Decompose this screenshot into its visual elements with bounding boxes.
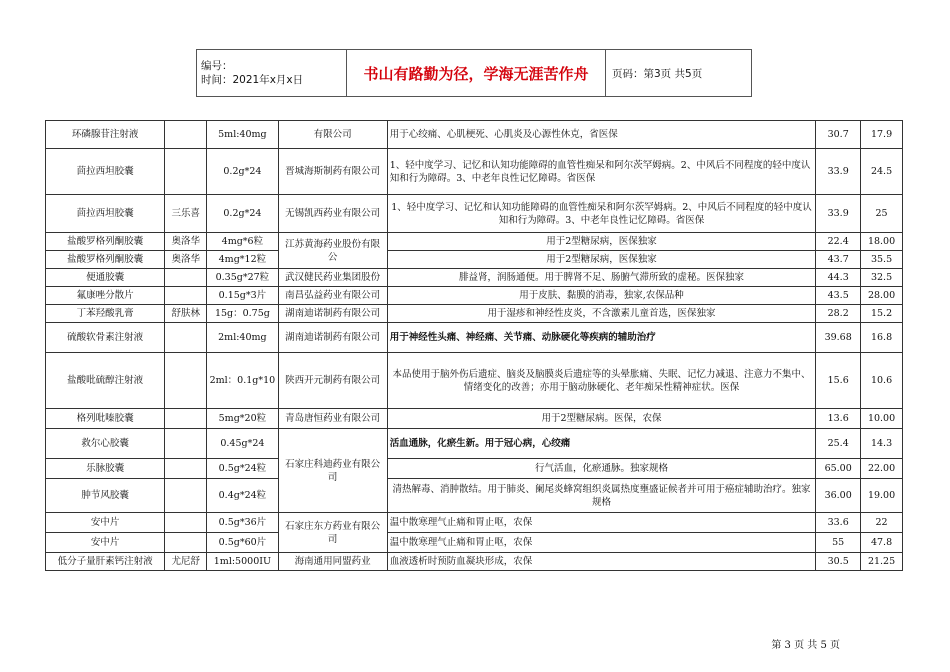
manufacturer: 陕西开元制药有限公司 [278, 353, 387, 409]
indication: 温中散寒理气止痛和胃止呕，农保 [387, 513, 815, 533]
indication: 用于神经性头痛、神经痛、关节痛、动脉硬化等疾病的辅助治疗 [387, 323, 815, 353]
drug-table [45, 120, 903, 571]
drug-name: 环磷腺苷注射液 [46, 121, 165, 149]
indication: 用于2型糖尿病，医保独家 [387, 251, 815, 269]
drug-name: 盐酸吡硫醇注射液 [46, 353, 165, 409]
specification: 4mg*12粒 [207, 251, 278, 269]
table-row [46, 269, 903, 287]
price-2: 10.6 [861, 353, 903, 409]
indication: 用于皮肤、黏膜的消毒，独家,农保品种 [387, 287, 815, 305]
brand-name [165, 459, 207, 479]
indication: 用于2型糖尿病。医保，农保 [387, 409, 815, 429]
motto: 书山有路勤为径，学海无涯苦作舟 [347, 50, 606, 97]
price-1: 43.7 [816, 251, 861, 269]
price-2: 24.5 [861, 149, 903, 195]
price-2: 28.00 [861, 287, 903, 305]
specification: 0.15g*3片 [207, 287, 278, 305]
indication: 1、轻中度学习、记忆和认知功能障碍的血管性痴呆和阿尔茨罕姆病。2、中风后不同程度的轻中度认知和行为障碍。3、中老年良性记忆障碍。省医保 [387, 149, 815, 195]
drug-name: 硫酸软骨素注射液 [46, 323, 165, 353]
header-meta [197, 50, 347, 97]
brand-name [165, 287, 207, 305]
drug-name: 丁苯羟酸乳膏 [46, 305, 165, 323]
table-row [46, 195, 903, 233]
price-1: 33.6 [816, 513, 861, 533]
brand-name: 尤尼舒 [165, 553, 207, 571]
drug-name: 氟康唑分散片 [46, 287, 165, 305]
indication: 行气活血，化瘀通脉。独家规格 [387, 459, 815, 479]
table-row [46, 533, 903, 553]
indication: 腓益肾，润肠通便。用于脾肾不足、肠腑气滞所致的虚秘。医保独家 [387, 269, 815, 287]
drug-name: 救尔心胶囊 [46, 429, 165, 459]
price-1: 25.4 [816, 429, 861, 459]
specification: 0.2g*24 [207, 195, 278, 233]
indication: 1、轻中度学习、记忆和认知功能障碍的血管性痴呆和阿尔茨罕姆病。2、中风后不同程度的轻中度认知和行为障碍。3、中老年良性记忆障碍。省医保 [387, 195, 815, 233]
table-row [46, 305, 903, 323]
price-1: 55 [816, 533, 861, 553]
manufacturer: 有限公司 [278, 121, 387, 149]
manufacturer: 湖南迪诺制药有限公司 [278, 305, 387, 323]
specification: 2ml：0.1g*10 [207, 353, 278, 409]
specification: 0.5g*36片 [207, 513, 278, 533]
time-label: 时间：2021年x月x日 [201, 74, 304, 86]
indication: 本品使用于脑外伤后遗症、脑炎及脑膜炎后遗症等的头晕胀痛、失眠、记忆力减退、注意力不集中、情绪变化的改善；亦用于脑动脉硬化、老年痴呆性精神症状。医保 [387, 353, 815, 409]
specification: 0.45g*24 [207, 429, 278, 459]
drug-name: 肿节风胶囊 [46, 479, 165, 513]
document-header [196, 49, 752, 97]
price-1: 33.9 [816, 149, 861, 195]
manufacturer: 南昌弘益药业有限公司 [278, 287, 387, 305]
brand-name [165, 269, 207, 287]
specification: 0.35g*27粒 [207, 269, 278, 287]
table-row [46, 429, 903, 459]
brand-name [165, 149, 207, 195]
drug-name: 盐酸罗格列酮胶囊 [46, 251, 165, 269]
indication: 清热解毒、消肿散结。用于肺炎、阑尾炎蜂窝组织炎属热度壅盛证候者并可用于癌症辅助治疗。独家规格 [387, 479, 815, 513]
drug-name: 安中片 [46, 513, 165, 533]
table-row [46, 553, 903, 571]
table-row [46, 459, 903, 479]
brand-name [165, 533, 207, 553]
specification: 0.4g*24粒 [207, 479, 278, 513]
manufacturer: 湖南迪诺制药有限公司 [278, 323, 387, 353]
price-1: 43.5 [816, 287, 861, 305]
brand-name [165, 409, 207, 429]
manufacturer: 武汉健民药业集团股份 [278, 269, 387, 287]
brand-name [165, 429, 207, 459]
price-1: 28.2 [816, 305, 861, 323]
price-1: 65.00 [816, 459, 861, 479]
table-row [46, 251, 903, 269]
price-1: 22.4 [816, 233, 861, 251]
price-1: 13.6 [816, 409, 861, 429]
price-2: 22 [861, 513, 903, 533]
brand-name [165, 353, 207, 409]
drug-name: 茴拉西坦胶囊 [46, 149, 165, 195]
specification: 0.5g*24粒 [207, 459, 278, 479]
page-label: 页码：第3页 共5页 [606, 50, 752, 97]
price-1: 30.5 [816, 553, 861, 571]
drug-name: 盐酸罗格列酮胶囊 [46, 233, 165, 251]
price-1: 15.6 [816, 353, 861, 409]
table-row [46, 323, 903, 353]
drug-name: 茴拉西坦胶囊 [46, 195, 165, 233]
manufacturer: 青岛唐恒药业有限公司 [278, 409, 387, 429]
price-2: 17.9 [861, 121, 903, 149]
specification: 4mg*6粒 [207, 233, 278, 251]
table-row [46, 479, 903, 513]
price-2: 18.00 [861, 233, 903, 251]
table-row [46, 149, 903, 195]
manufacturer: 江苏黄海药业股份有限公 [278, 233, 387, 269]
manufacturer: 晋城海斯制药有限公司 [278, 149, 387, 195]
specification: 2ml:40mg [207, 323, 278, 353]
code-label: 编号： [201, 60, 233, 72]
price-1: 36.00 [816, 479, 861, 513]
drug-name: 格列吡嗪胶囊 [46, 409, 165, 429]
price-2: 15.2 [861, 305, 903, 323]
indication: 温中散寒理气止痛和胃止呕，农保 [387, 533, 815, 553]
manufacturer: 石家庄科迪药业有限公司 [278, 429, 387, 513]
brand-name [165, 121, 207, 149]
table-row [46, 287, 903, 305]
brand-name: 奥洛华 [165, 251, 207, 269]
indication: 用于2型糖尿病，医保独家 [387, 233, 815, 251]
table-row [46, 121, 903, 149]
price-1: 30.7 [816, 121, 861, 149]
brand-name: 奥洛华 [165, 233, 207, 251]
specification: 0.5g*60片 [207, 533, 278, 553]
table-row [46, 233, 903, 251]
manufacturer: 石家庄东方药业有限公司 [278, 513, 387, 553]
price-2: 25 [861, 195, 903, 233]
price-2: 16.8 [861, 323, 903, 353]
brand-name [165, 513, 207, 533]
page-footer: 第 3 页 共 5 页 [771, 640, 840, 651]
table-row [46, 409, 903, 429]
indication: 活血通脉，化瘀生新。用于冠心病，心绞痛 [387, 429, 815, 459]
price-2: 19.00 [861, 479, 903, 513]
brand-name [165, 323, 207, 353]
specification: 0.2g*24 [207, 149, 278, 195]
indication: 用于湿疹和神经性皮炎，不含激素儿童首选，医保独家 [387, 305, 815, 323]
drug-name: 乐脉胶囊 [46, 459, 165, 479]
manufacturer: 无锡凯西药业有限公司 [278, 195, 387, 233]
specification: 15g：0.75g [207, 305, 278, 323]
price-1: 33.9 [816, 195, 861, 233]
manufacturer: 海南通用同盟药业 [278, 553, 387, 571]
price-2: 14.3 [861, 429, 903, 459]
brand-name: 舒肤林 [165, 305, 207, 323]
price-2: 21.25 [861, 553, 903, 571]
price-2: 32.5 [861, 269, 903, 287]
drug-name: 便通胶囊 [46, 269, 165, 287]
drug-name: 安中片 [46, 533, 165, 553]
table-row [46, 353, 903, 409]
price-1: 44.3 [816, 269, 861, 287]
price-2: 35.5 [861, 251, 903, 269]
drug-name: 低分子量肝素钙注射液 [46, 553, 165, 571]
specification: 1ml:5000IU [207, 553, 278, 571]
price-2: 22.00 [861, 459, 903, 479]
price-2: 10.00 [861, 409, 903, 429]
specification: 5ml:40mg [207, 121, 278, 149]
brand-name: 三乐喜 [165, 195, 207, 233]
table-row [46, 513, 903, 533]
indication: 血液透析时预防血凝块形成，农保 [387, 553, 815, 571]
brand-name [165, 479, 207, 513]
price-2: 47.8 [861, 533, 903, 553]
price-1: 39.68 [816, 323, 861, 353]
specification: 5mg*20粒 [207, 409, 278, 429]
indication: 用于心绞痛、心肌梗死、心肌炎及心源性休克，省医保 [387, 121, 815, 149]
